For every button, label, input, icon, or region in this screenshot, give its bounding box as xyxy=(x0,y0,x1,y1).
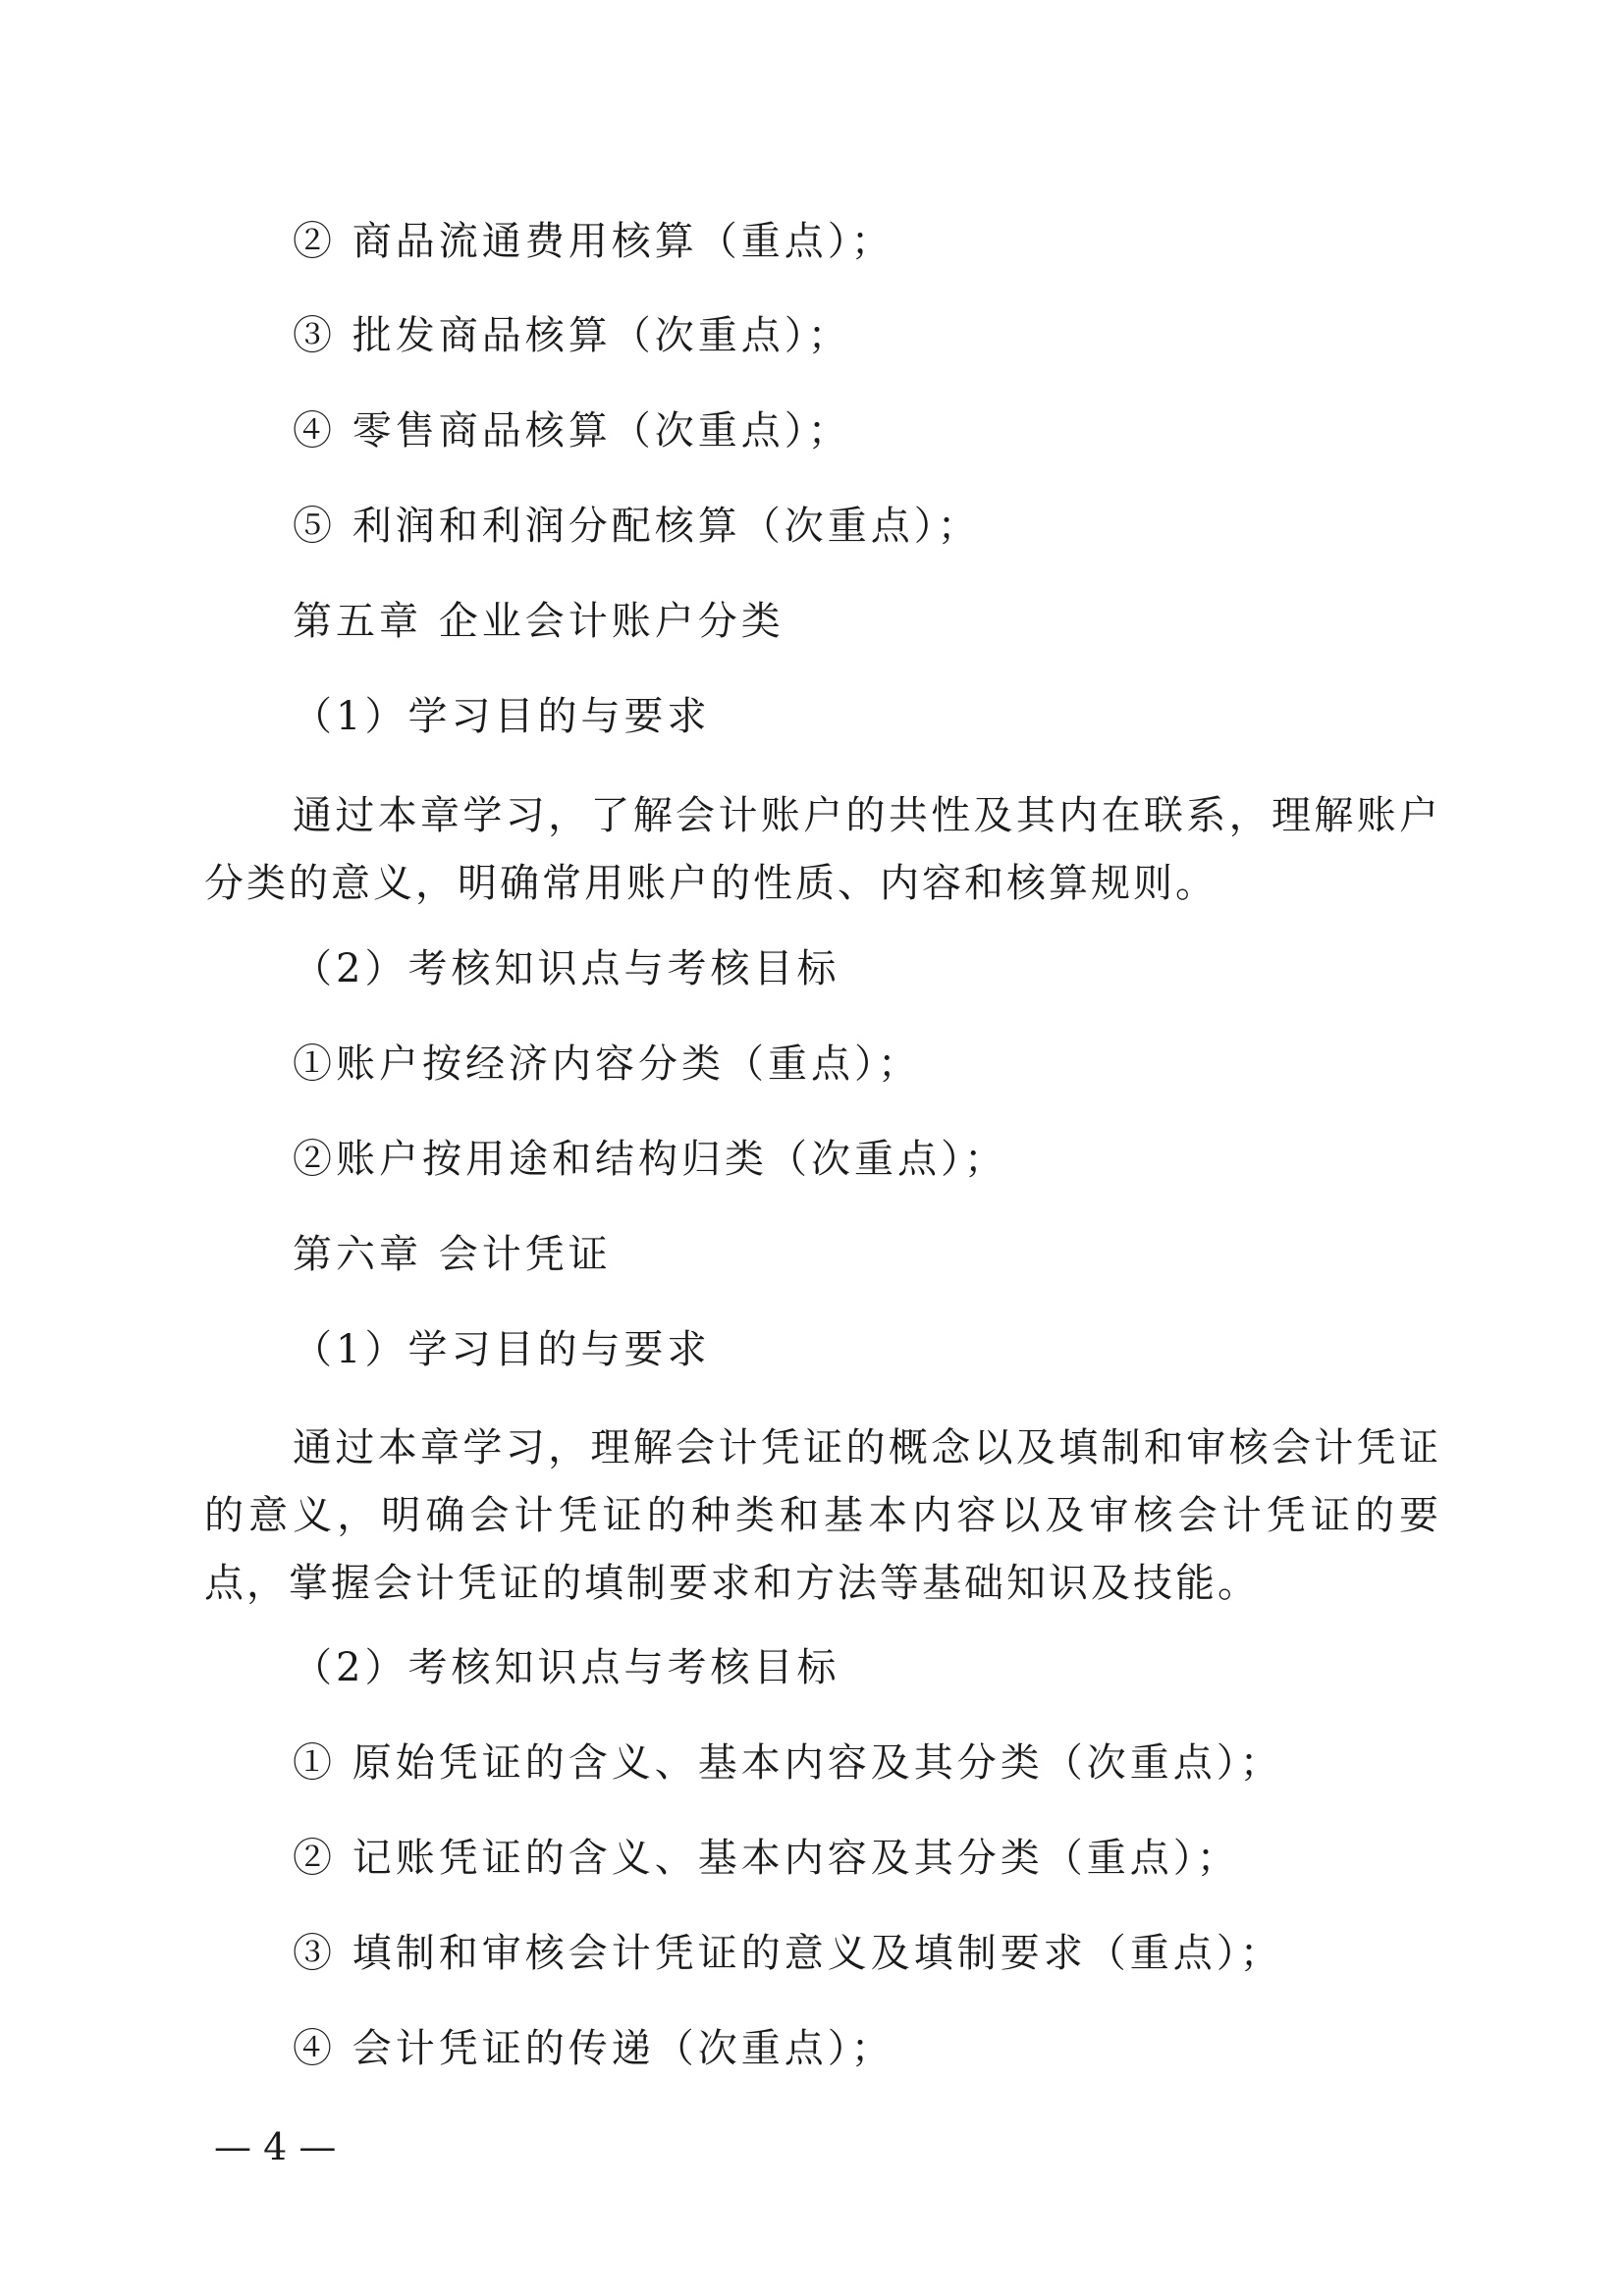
body-paragraph: 通过本章学习，了解会计账户的共性及其内在联系，理解账户分类的意义，明确常用账户的性质、内容和核算规则。 xyxy=(204,793,1441,906)
list-item: ②账户按用途和结构归类（次重点）； xyxy=(293,1137,1007,1182)
page-number: — 4 — xyxy=(214,2125,337,2168)
list-item: ①账户按经济内容分类（重点）； xyxy=(293,1041,921,1087)
list-item: ④ 会计凭证的传递（次重点）； xyxy=(293,2026,894,2071)
list-item: ④ 零售商品核算（次重点）； xyxy=(293,408,851,454)
section-heading: （1）学习目的与要求 xyxy=(293,694,711,739)
list-item: ② 商品流通费用核算（重点）； xyxy=(293,219,894,264)
list-item: ③ 填制和审核会计凭证的意义及填制要求（重点）； xyxy=(293,1931,1283,1976)
list-item: ① 原始凭证的含义、基本内容及其分类（次重点）； xyxy=(293,1740,1283,1786)
body-paragraph: 通过本章学习，理解会计凭证的概念以及填制和审核会计凭证的意义，明确会计凭证的种类和基本内容以及审核会计凭证的要点，掌握会计凭证的填制要求和方法等基础知识及技能。 xyxy=(204,1425,1441,1606)
list-item: ③ 批发商品核算（次重点）； xyxy=(293,313,851,358)
chapter-heading: 第六章 会计凭证 xyxy=(293,1232,612,1277)
section-heading: （2）考核知识点与考核目标 xyxy=(293,946,840,991)
chapter-heading: 第五章 企业会计账户分类 xyxy=(293,599,785,644)
section-heading: （1）学习目的与要求 xyxy=(293,1327,711,1372)
list-item: ② 记账凭证的含义、基本内容及其分类（重点）； xyxy=(293,1836,1240,1881)
section-heading: （2）考核知识点与考核目标 xyxy=(293,1645,840,1690)
list-item: ⑤ 利润和利润分配核算（次重点）； xyxy=(293,504,981,549)
